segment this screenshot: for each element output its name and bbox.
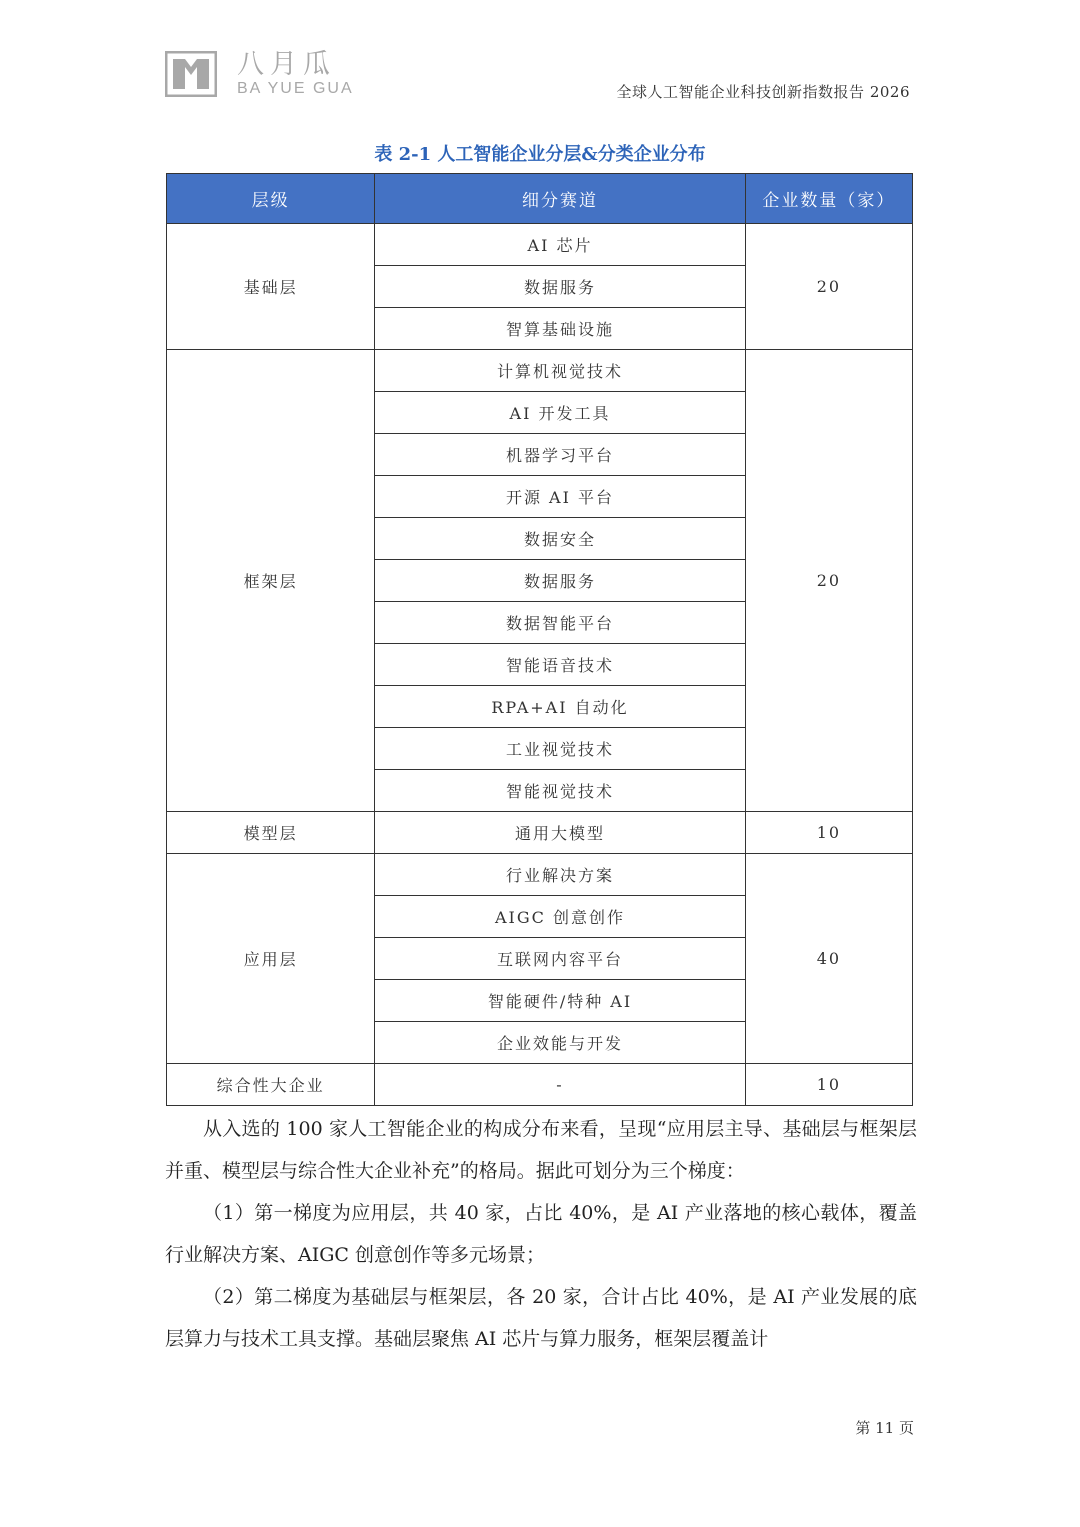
track-cell: AIGC 创意创作 xyxy=(375,896,745,938)
track-cell: RPA+AI 自动化 xyxy=(375,686,745,728)
count-cell: 10 xyxy=(745,1064,912,1106)
table-row xyxy=(167,350,913,392)
count-cell: 10 xyxy=(745,812,912,854)
track-cell: 开源 AI 平台 xyxy=(375,476,745,518)
bayuegua-logo-icon xyxy=(165,51,217,97)
track-cell: - xyxy=(375,1064,745,1106)
header-track: 细分赛道 xyxy=(375,174,745,224)
logo-chinese-name: 八月瓜 xyxy=(237,49,336,80)
track-cell: 工业视觉技术 xyxy=(375,728,745,770)
paragraph: 从入选的 100 家人工智能企业的构成分布来看，呈现“应用层主导、基础层与框架层并重、模型层与综合性大企业补充”的格局。据此可划分为三个梯度： xyxy=(165,1118,917,1182)
table-body xyxy=(167,224,913,1106)
table-caption: 表 2-1 人工智能企业分层&分类企业分布 xyxy=(374,144,706,165)
track-cell: 企业效能与开发 xyxy=(375,1022,745,1064)
brand-logo xyxy=(165,50,354,98)
report-title: 全球人工智能企业科技创新指数报告 2026 xyxy=(616,83,910,101)
table-row xyxy=(167,224,913,266)
layer-cell: 基础层 xyxy=(167,224,375,350)
body-text xyxy=(165,1108,917,1360)
table-row xyxy=(167,812,913,854)
logo-text xyxy=(237,50,354,98)
layer-cell: 模型层 xyxy=(167,812,375,854)
track-cell: 计算机视觉技术 xyxy=(375,350,745,392)
track-cell: 通用大模型 xyxy=(375,812,745,854)
table-row xyxy=(167,1064,913,1106)
track-cell: 数据智能平台 xyxy=(375,602,745,644)
track-cell: 智能语音技术 xyxy=(375,644,745,686)
track-cell: 智算基础设施 xyxy=(375,308,745,350)
count-cell: 40 xyxy=(745,854,912,1064)
table-row xyxy=(167,854,913,896)
track-cell: 数据安全 xyxy=(375,518,745,560)
table-header-row xyxy=(167,174,913,224)
track-cell: 行业解决方案 xyxy=(375,854,745,896)
track-cell: 互联网内容平台 xyxy=(375,938,745,980)
track-cell: 数据服务 xyxy=(375,266,745,308)
logo-english-name: BA YUE GUA xyxy=(237,80,354,97)
track-cell: 智能硬件/特种 AI xyxy=(375,980,745,1022)
header-count: 企业数量（家） xyxy=(745,174,912,224)
track-cell: AI 芯片 xyxy=(375,224,745,266)
track-cell: 智能视觉技术 xyxy=(375,770,745,812)
layer-cell: 应用层 xyxy=(167,854,375,1064)
layer-cell: 框架层 xyxy=(167,350,375,812)
header-layer: 层级 xyxy=(167,174,375,224)
paragraph: （1）第一梯度为应用层，共 40 家，占比 40%，是 AI 产业落地的核心载体，覆盖行业解决方案、AIGC 创意创作等多元场景； xyxy=(165,1202,917,1266)
track-cell: 数据服务 xyxy=(375,560,745,602)
page-number: 第 11 页 xyxy=(855,1419,914,1437)
count-cell: 20 xyxy=(745,224,912,350)
count-cell: 20 xyxy=(745,350,912,812)
track-cell: 机器学习平台 xyxy=(375,434,745,476)
track-cell: AI 开发工具 xyxy=(375,392,745,434)
layer-cell: 综合性大企业 xyxy=(167,1064,375,1106)
paragraph: （2）第二梯度为基础层与框架层，各 20 家，合计占比 40%，是 AI 产业发展的底层算力与技术工具支撑。基础层聚焦 AI 芯片与算力服务，框架层覆盖计 xyxy=(165,1286,917,1350)
layer-distribution-table xyxy=(166,173,913,1106)
